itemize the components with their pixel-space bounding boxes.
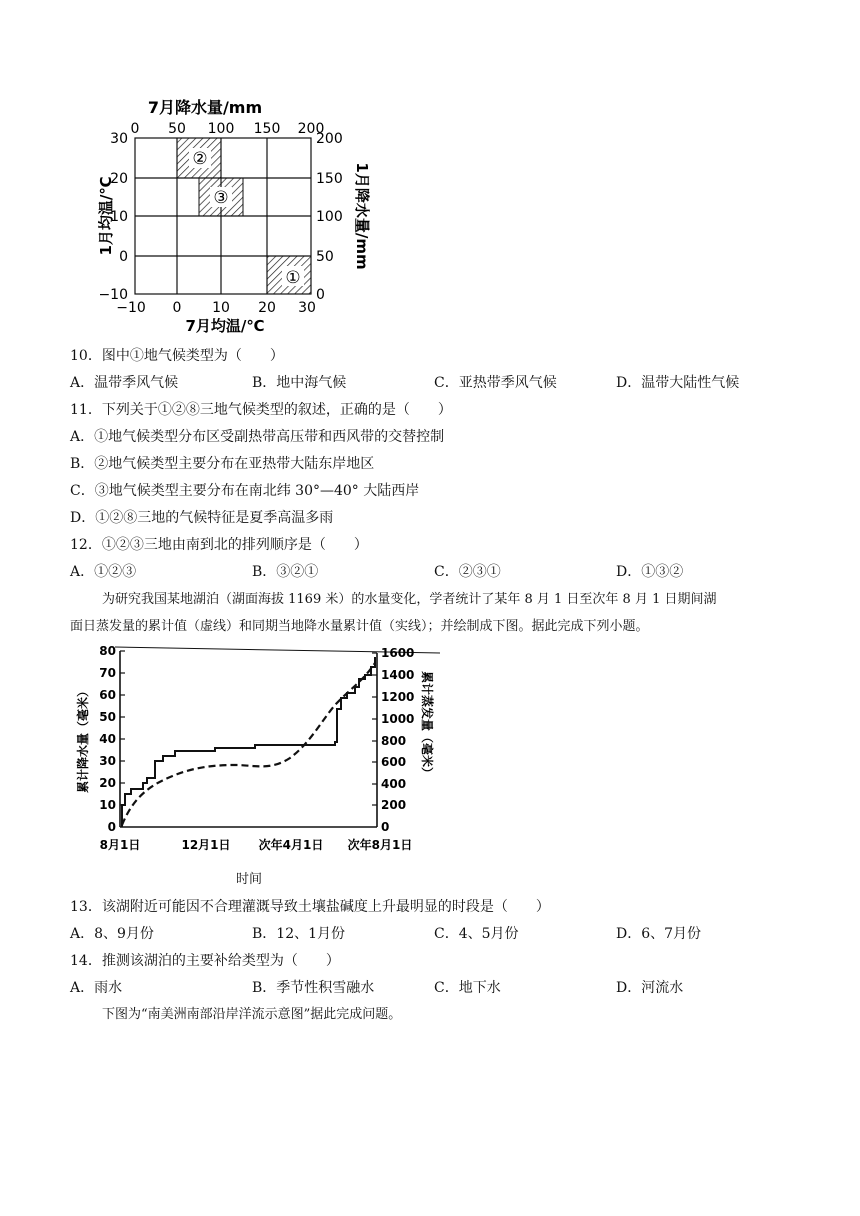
fig1-right-tick: 200 xyxy=(316,131,343,147)
fig1-right-tick: 50 xyxy=(316,249,334,265)
fig2-left-tick: 80 xyxy=(99,644,116,658)
fig2-x-tick: 次年4月1日 xyxy=(258,838,324,852)
fig2-x-tick: 12月1日 xyxy=(181,838,231,852)
fig2-right-tick: 1400 xyxy=(381,668,415,682)
fig1-top-tick: 100 xyxy=(207,121,235,137)
fig1-bottom-tick: −10 xyxy=(116,300,146,316)
fig1-top-tick: 0 xyxy=(130,121,140,137)
fig1-left-tick: 10 xyxy=(110,209,128,225)
fig1-left-tick: 30 xyxy=(110,131,128,147)
q14-option-b: B．季节性积雪融水 xyxy=(252,980,375,996)
fig2-right-tick: 1200 xyxy=(381,690,415,704)
fig2-left-tick: 60 xyxy=(99,688,116,702)
fig2-left-tick: 20 xyxy=(99,776,116,790)
q12-option-d: D．①③② xyxy=(616,564,684,580)
fig2-right-tick: 1000 xyxy=(381,712,415,726)
fig2-left-axis-label: 累计降水量（毫米） xyxy=(76,684,90,794)
q11-option-a: A．①地气候类型分布区受副热带高压带和西风带的交替控制 xyxy=(70,429,445,445)
q14-option-d: D．河流水 xyxy=(616,980,684,996)
lake-water-chart xyxy=(75,643,445,863)
fig1-left-tick: −10 xyxy=(98,287,128,303)
q10-option-b: B．地中海气候 xyxy=(252,375,347,391)
q13-option-b: B．12、1月份 xyxy=(252,926,346,942)
fig1-top-tick: 200 xyxy=(297,121,325,137)
q13-option-d: D．6、7月份 xyxy=(616,926,702,942)
fig1-bottom-tick: 10 xyxy=(212,300,230,316)
fig2-left-tick: 40 xyxy=(99,732,116,746)
fig1-right-axis-label: 1月降水量/mm xyxy=(353,162,371,270)
fig1-left-axis-label: 1月均温/℃ xyxy=(97,176,115,256)
intro3: 下图为“南美洲南部沿岸洋流示意图”据此完成问题。 xyxy=(102,1007,402,1022)
q14-stem: 14．推测该湖泊的主要补给类型为（ ） xyxy=(70,953,340,969)
q12-option-a: A．①②③ xyxy=(70,564,137,580)
fig2-right-tick: 200 xyxy=(381,798,407,812)
fig1-bottom-tick: 30 xyxy=(298,300,316,316)
fig2-right-tick: 1600 xyxy=(381,646,415,660)
q11-option-c: C．③地气候类型主要分布在南北纬 30°—40° 大陆西岸 xyxy=(70,483,420,499)
q14-option-a: A．雨水 xyxy=(70,980,123,996)
fig1-bottom-tick: 20 xyxy=(258,300,276,316)
q12-option-c: C．②③① xyxy=(434,564,501,580)
fig2-x-tick: 次年8月1日 xyxy=(347,838,413,852)
svg-text:③: ③ xyxy=(213,188,229,208)
fig2-right-tick: 0 xyxy=(381,820,390,834)
q11-stem: 11．下列关于①②⑧三地气候类型的叙述，正确的是（ ） xyxy=(70,402,452,418)
fig1-left-tick: 20 xyxy=(110,171,128,187)
fig2-left-tick: 0 xyxy=(107,820,116,834)
q10-option-c: C．亚热带季风气候 xyxy=(434,375,557,391)
fig2-left-tick: 70 xyxy=(99,666,116,680)
marker-2 xyxy=(189,148,211,169)
q13-stem: 13．该湖附近可能因不合理灌溉导致土壤盐碱度上升最明显的时段是（ ） xyxy=(70,899,550,915)
fig1-top-tick: 150 xyxy=(253,121,281,137)
fig2-left-tick: 30 xyxy=(99,754,116,768)
fig2-right-axis-label: 累计蒸发量（毫米） xyxy=(420,670,434,780)
q13-option-a: A．8、9月份 xyxy=(70,926,154,942)
fig2-x-title: 时间 xyxy=(236,872,263,887)
fig1-right-tick: 100 xyxy=(316,209,343,225)
intro2-line2: 面日蒸发量的累计值（虚线）和同期当地降水量累计值（实线）；并绘制成下图。据此完成下列小题。 xyxy=(70,619,649,634)
q10-option-d: D．温带大陆性气候 xyxy=(616,375,740,391)
fig2-right-tick: 800 xyxy=(381,734,407,748)
fig2-x-tick: 8月1日 xyxy=(99,838,141,852)
q13-option-c: C．4、5月份 xyxy=(434,926,519,942)
marker-1 xyxy=(282,266,304,288)
q10-stem: 10．图中①地气候类型为（ ） xyxy=(70,348,284,364)
fig1-top-title: 7月降水量/mm xyxy=(147,98,263,117)
climate-grid-figure xyxy=(95,90,385,340)
svg-text:②: ② xyxy=(192,149,208,169)
q11-option-d: D．①②⑧三地的气候特征是夏季高温多雨 xyxy=(70,510,334,526)
intro2-line1: 为研究我国某地湖泊（湖面海拔 1169 米）的水量变化，学者统计了某年 8 月 1 日至次年 8 月 1 日期间湖 xyxy=(102,592,717,607)
fig2-right-tick: 400 xyxy=(381,777,407,791)
q11-option-b: B．②地气候类型主要分布在亚热带大陆东岸地区 xyxy=(70,456,375,472)
marker-3 xyxy=(210,187,232,208)
q14-option-c: C．地下水 xyxy=(434,980,501,996)
fig2-left-tick: 50 xyxy=(99,710,116,724)
evaporation-line xyxy=(122,663,375,825)
fig1-right-tick: 150 xyxy=(316,171,343,187)
fig1-bottom-title: 7月均温/℃ xyxy=(185,317,265,335)
q12-stem: 12．①②③三地由南到北的排列顺序是（ ） xyxy=(70,537,368,553)
fig2-left-tick: 10 xyxy=(99,798,116,812)
fig1-top-tick: 50 xyxy=(168,121,186,137)
fig1-bottom-tick: 0 xyxy=(172,300,182,316)
q10-option-a: A．温带季风气候 xyxy=(70,375,179,391)
fig1-left-tick: 0 xyxy=(119,249,128,265)
precipitation-line xyxy=(122,657,375,827)
fig1-right-tick: 0 xyxy=(316,287,325,303)
svg-text:①: ① xyxy=(285,268,301,288)
q12-option-b: B．③②① xyxy=(252,564,319,580)
fig2-right-tick: 600 xyxy=(381,755,407,769)
